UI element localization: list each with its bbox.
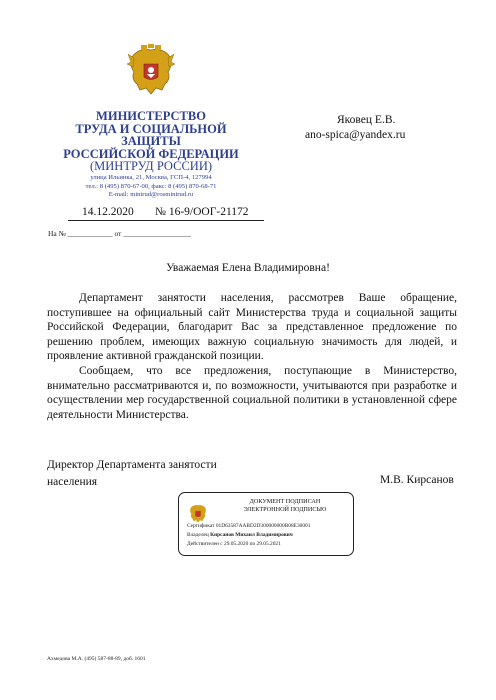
stamp-title-line-1: ДОКУМЕНТ ПОДПИСАН	[249, 498, 321, 505]
ministry-address: улица Ильинка, 21, Москва, ГСП-4, 127994	[90, 174, 212, 181]
ministry-line-2: ТРУДА И СОЦИАЛЬНОЙ	[75, 121, 227, 136]
signer-position-line-1: Директор Департамента занятости	[47, 459, 217, 471]
electronic-signature-stamp	[178, 492, 354, 556]
ministry-name-block	[62, 110, 240, 173]
stamp-title-line-2: ЭЛЕКТРОННОЙ ПОДПИСЬЮ	[243, 506, 327, 513]
signer-position	[47, 457, 237, 491]
ministry-line-3: ЗАЩИТЫ	[121, 134, 181, 148]
letter-paragraph-2: Сообщаем, что все предложения, поступающие в Министерство, внимательно рассматриваются и, по возможности, учитываются при разработке и осуществлении мер государственной социальной политики в установленной сфере деятельности Министерства.	[47, 364, 457, 421]
ministry-abbreviation: (МИНТРУД РОССИИ)	[89, 159, 213, 173]
reference-number-line: На № ____________ от __________________	[48, 229, 191, 238]
executor-footer: Ахмедова М.А. (495) 587-88-89, доб. 1601	[47, 656, 146, 662]
letter-paragraph-1: Департамент занятости населения, рассмотрев Ваше обращение, поступившее на официальный сайт Министерства труда и социальной защиты Российской Федерации, благодарит Вас за представленное предложение по решению проблем, имеющих важную социальную значимость для людей, и проявление активной гражданской позиции.	[47, 292, 457, 363]
coat-of-arms-emblem	[126, 44, 176, 100]
recipient-email: ano-spica@yandex.ru	[305, 128, 406, 141]
signer-position-line-2: населения	[47, 476, 98, 488]
ministry-line-4: РОССИЙСКОЙ ФЕДЕРАЦИИ	[63, 146, 239, 161]
registration-line	[68, 206, 264, 221]
stamp-certificate-label: Сертификат	[187, 523, 215, 529]
ministry-phone: тел.: 8 (495) 870-67-00, факс: 8 (495) 870-68-71	[85, 182, 217, 190]
document-date: 14.12.2020	[82, 206, 134, 218]
ministry-line-1: МИНИСТЕРСТВО	[96, 109, 206, 123]
stamp-validity: Действителен с 29.05.2020 по 29.05.2021	[187, 540, 281, 547]
ministry-email: E-mail: mintrud@rosmintrud.ru	[108, 191, 194, 199]
stamp-owner	[187, 531, 351, 540]
stamp-certificate-value: 01D63587AABD2D300000000B08E30001	[215, 523, 311, 529]
stamp-certificate	[187, 522, 351, 531]
letter-greeting: Уважаемая Елена Владимировна!	[166, 262, 330, 274]
recipient-name: Яковец Е.В.	[337, 114, 396, 126]
signer-name: М.В. Кирсанов	[380, 474, 454, 486]
stamp-owner-label: Владелец	[187, 531, 209, 538]
stamp-title	[219, 498, 351, 514]
recipient-block	[305, 113, 405, 142]
stamp-owner-value: Кирсанов Михаил Владимирович	[210, 531, 293, 538]
letter-body	[47, 291, 457, 422]
document-number: № 16-9/ООГ-21172	[155, 206, 249, 218]
stamp-details	[187, 522, 351, 548]
ministry-contacts	[62, 174, 240, 200]
